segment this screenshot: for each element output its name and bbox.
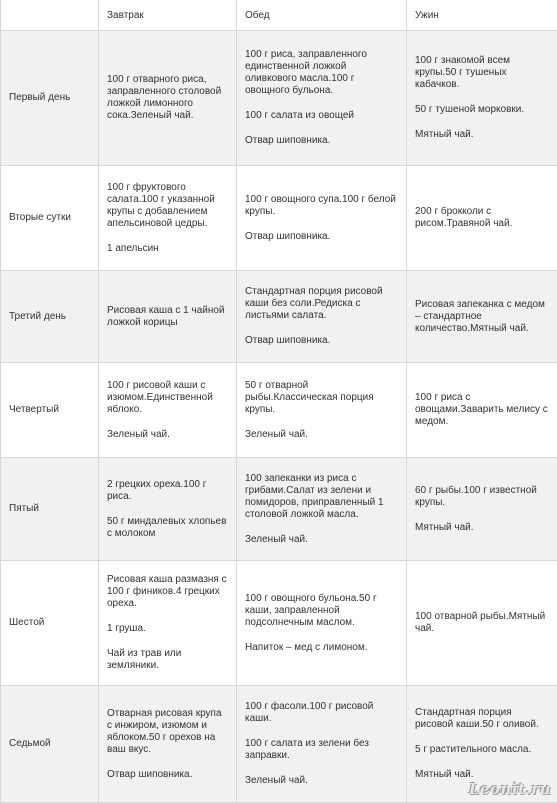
- breakfast-text: Отварная рисовая крупа с инжиром, изюмом и яблоком.50 г орехов на ваш вкус.: [107, 708, 228, 756]
- lunch-text: 100 г фасоли.100 г рисовой каши.: [245, 701, 398, 725]
- day-cell: Пятый: [1, 458, 99, 561]
- lunch-text: 100 г салата из овощей: [245, 110, 398, 122]
- dinner-text: Мятный чай.: [415, 522, 549, 534]
- header-day: [1, 0, 99, 31]
- lunch-text: Напиток – мед с лимоном.: [245, 642, 398, 654]
- lunch-text: 100 г овощного супа.100 г белой крупы.: [245, 194, 398, 218]
- table-row: [1, 166, 557, 271]
- day-cell: Третий день: [1, 271, 99, 363]
- dinner-cell: [407, 363, 557, 458]
- header-breakfast: Завтрак: [99, 0, 237, 31]
- dinner-text: 100 г знакомой всем крупы.50 г тушеных кабачков.: [415, 55, 549, 91]
- table-row: [1, 363, 557, 458]
- lunch-text: Стандартная порция рисовой каши без соли.Редиска с листьями салата.: [245, 286, 398, 322]
- dinner-text: Мятный чай.: [415, 129, 549, 141]
- lunch-text: Зеленый чай.: [245, 429, 398, 441]
- dinner-text: 50 г тушеной морковки.: [415, 104, 549, 116]
- breakfast-cell: [99, 271, 237, 363]
- dinner-cell: [407, 561, 557, 686]
- breakfast-text: Отвар шиповника.: [107, 769, 228, 781]
- lunch-cell: [237, 166, 407, 271]
- day-cell: Шестой: [1, 561, 99, 686]
- site-watermark: Leonit.ru: [469, 780, 551, 798]
- lunch-text: Отвар шиповника.: [245, 231, 398, 243]
- breakfast-cell: [99, 686, 237, 803]
- lunch-text: Отвар шиповника.: [245, 335, 398, 347]
- dinner-text: Стандартная порция рисовой каши.50 г оливой.: [415, 707, 549, 731]
- lunch-cell: [237, 31, 407, 166]
- lunch-cell: [237, 458, 407, 561]
- lunch-text: Отвар шиповника.: [245, 135, 398, 147]
- day-cell: Первый день: [1, 31, 99, 166]
- dinner-text: Мятный чай.: [415, 769, 549, 781]
- dinner-cell: [407, 166, 557, 271]
- table-body: [1, 31, 557, 803]
- lunch-text: 50 г отварной рыбы.Классическая порция крупы.: [245, 380, 398, 416]
- breakfast-text: Зеленый чай.: [107, 429, 228, 441]
- breakfast-text: Рисовая каша размазня с 100 г фиников.4 грецких ореха.: [107, 574, 228, 610]
- breakfast-text: 1 груша.: [107, 623, 228, 635]
- lunch-cell: [237, 561, 407, 686]
- lunch-text: Зеленый чай.: [245, 534, 398, 546]
- lunch-cell: [237, 363, 407, 458]
- breakfast-text: 50 г миндалевых хлопьев с молоком: [107, 516, 228, 540]
- breakfast-cell: [99, 166, 237, 271]
- table-row: [1, 31, 557, 166]
- breakfast-cell: [99, 363, 237, 458]
- breakfast-text: Чай из трав или земляники.: [107, 648, 228, 672]
- lunch-text: Зеленый чай.: [245, 775, 398, 787]
- breakfast-cell: [99, 458, 237, 561]
- table-row: [1, 271, 557, 363]
- dinner-cell: [407, 458, 557, 561]
- dinner-text: Рисовая запеканка с медом – стандартное количество.Мятный чай.: [415, 299, 549, 335]
- dinner-text: 100 отварной рыбы.Мятный чай.: [415, 611, 549, 635]
- day-cell: Вторые сутки: [1, 166, 99, 271]
- breakfast-text: 100 г отварного риса, заправленного столовой ложкой лимонного сока.Зеленый чай.: [107, 74, 228, 122]
- day-cell: Четвертый: [1, 363, 99, 458]
- day-cell: Седьмой: [1, 686, 99, 803]
- breakfast-text: 100 г рисовой каши с изюмом.Единственной яблоко.: [107, 380, 228, 416]
- header-lunch: Обед: [237, 0, 407, 31]
- breakfast-text: 1 апельсин: [107, 243, 228, 255]
- lunch-cell: [237, 271, 407, 363]
- dinner-text: 100 г риса с овощами.Заварить мелису с медом.: [415, 392, 549, 428]
- lunch-text: 100 г риса, заправленного единственной ложкой оливкового масла.100 г овощного бульона.: [245, 49, 398, 97]
- table-row: [1, 561, 557, 686]
- breakfast-text: 2 грецких ореха.100 г риса.: [107, 479, 228, 503]
- table-header-row: [1, 0, 557, 31]
- dinner-text: 60 г рыбы.100 г известной крупы.: [415, 485, 549, 509]
- breakfast-cell: [99, 31, 237, 166]
- breakfast-cell: [99, 561, 237, 686]
- lunch-cell: [237, 686, 407, 803]
- table-row: [1, 458, 557, 561]
- dinner-cell: [407, 271, 557, 363]
- dinner-text: 5 г растительного масла.: [415, 744, 549, 756]
- dinner-text: 200 г брокколи с рисом.Травяной чай.: [415, 206, 549, 230]
- dinner-cell: [407, 31, 557, 166]
- lunch-text: 100 запеканки из риса с грибами.Салат из зелени и помидоров, приправленный 1 столовой ложкой масла.: [245, 473, 398, 521]
- header-dinner: Ужин: [407, 0, 557, 31]
- lunch-text: 100 г овощного бульона.50 г каши, заправленной подсолнечным маслом.: [245, 593, 398, 629]
- lunch-text: 100 г салата из зелени без заправки.: [245, 738, 398, 762]
- breakfast-text: 100 г фруктового салата.100 г указанной крупы с добавлением апельсиновой цедры.: [107, 182, 228, 230]
- breakfast-text: Рисовая каша с 1 чайной ложкой корицы: [107, 305, 228, 329]
